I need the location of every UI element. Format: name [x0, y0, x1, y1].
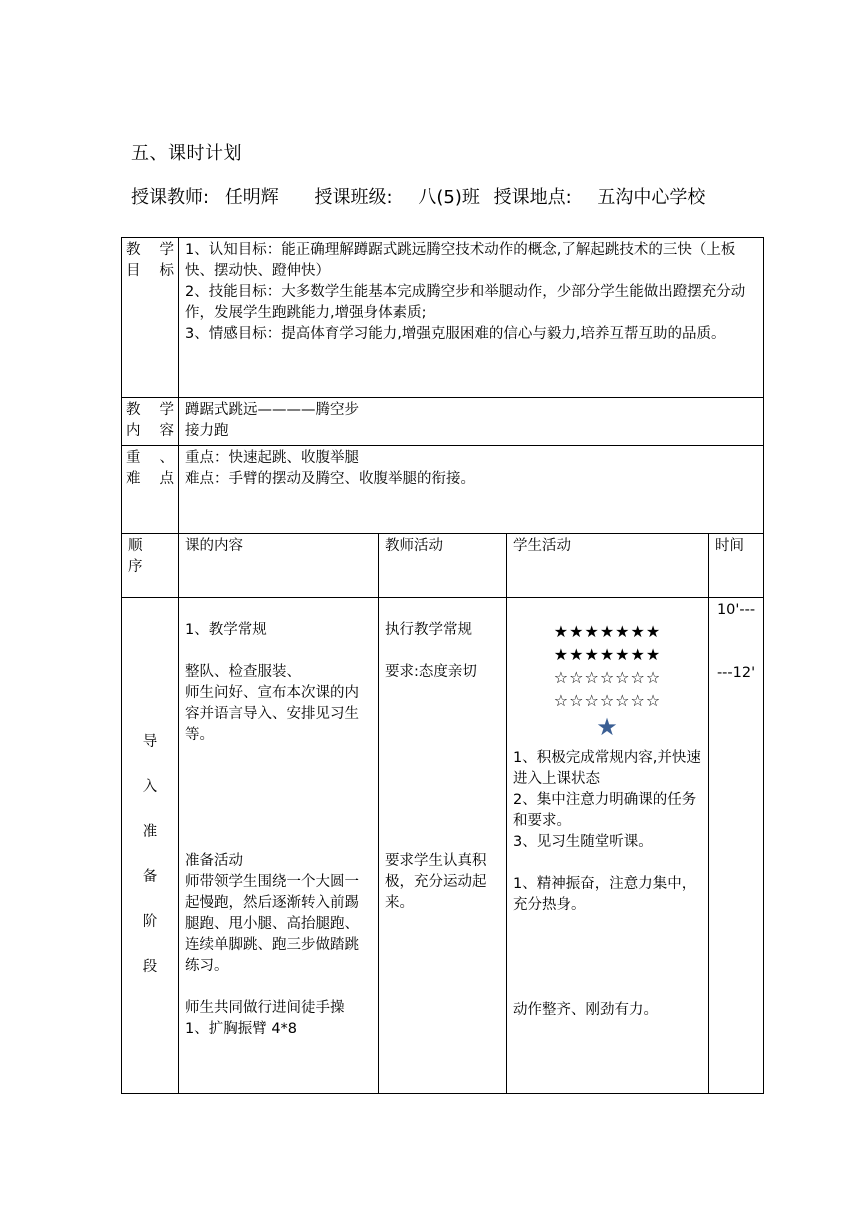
warmup-text: 师带领学生围绕一个大圆一起慢跑，然后逐渐转入前踢腿跑、甩小腿、高抬腿跑、连续单脚跳、跑三步做踏跳练习。 [185, 874, 359, 974]
student-task-3: 3、见习生随堂听课。 [513, 834, 653, 850]
student-task-1: 1、积极完成常规内容,并快速进入上课状态 [513, 750, 701, 787]
teacher-label: 授课教师: [131, 187, 210, 208]
header-content: 课的内容 [179, 534, 379, 598]
content-text: 蹲踞式跳远————腾空步 接力跑 [179, 398, 764, 446]
student-warmup: 1、精神振奋，注意力集中，充分热身。 [513, 876, 697, 913]
place-name: 五沟中心学校 [597, 187, 706, 208]
student-row-4: ☆☆☆☆☆☆☆ [553, 691, 662, 710]
goal-cognitive: 1、认知目标：能正确理解蹲踞式跳远腾空技术动作的概念,了解起跳技术的三快（上板快、摆动快、蹬伸快） [185, 242, 736, 279]
class-name: 八(5)班 [418, 187, 480, 208]
header-student: 学生活动 [507, 534, 709, 598]
lesson-plan-table [121, 237, 764, 1094]
goal-skill: 2、技能目标：大多数学生能基本完成腾空步和举腿动作，少部分学生能做出蹬摆充分动作，发展学生跑跳能力,增强身体素质; [185, 284, 746, 321]
difficult-point: 难点：手臂的摆动及腾空、收腹举腿的衔接。 [185, 471, 475, 487]
goal-affective: 3、情感目标：提高体育学习能力,增强克服困难的信心与毅力,培养互帮互助的品质。 [185, 326, 726, 342]
teacher-routine: 执行教学常规 [385, 622, 472, 638]
focus-row [122, 446, 764, 534]
formation-diagram [513, 620, 702, 742]
focus-label: 重 、 难点 [122, 446, 179, 534]
content-row [122, 398, 764, 446]
stage-label: 导 入 准 备 阶 段 [122, 598, 179, 1094]
routine-text-2: 师生问好、宣布本次课的内容并语言导入、安排见习生等。 [185, 685, 359, 743]
section-heading: 五、课时计划 [131, 143, 242, 164]
time-end: ---12' [716, 665, 756, 681]
warmup-title: 准备活动 [185, 853, 243, 869]
goals-row [122, 238, 764, 398]
time-cell [709, 598, 764, 1094]
focus-text [179, 446, 764, 534]
place-label: 授课地点: [493, 187, 572, 208]
class-label: 授课班级: [314, 187, 393, 208]
goals-label: 教 学 目标 [122, 238, 179, 398]
exercise-title: 师生共同做行进间徒手操 [185, 1000, 345, 1016]
teacher-activity-cell [379, 598, 507, 1094]
student-task-2: 2、集中注意力明确课的任务和要求。 [513, 792, 697, 829]
header-time: 时间 [709, 534, 764, 598]
intro-stage-row [122, 598, 764, 1094]
student-exercise: 动作整齐、刚劲有力。 [513, 1002, 658, 1018]
student-row-1: ★★★★★★★ [553, 622, 662, 641]
routine-text-1: 整队、检查服装、 [185, 664, 301, 680]
teacher-attitude: 要求:态度亲切 [385, 664, 477, 680]
lesson-content-cell [179, 598, 379, 1094]
goals-content [179, 238, 764, 398]
lesson-info-line [131, 183, 705, 209]
student-row-3: ☆☆☆☆☆☆☆ [553, 668, 662, 687]
student-activity-cell [507, 598, 709, 1094]
key-point: 重点：快速起跳、收腹举腿 [185, 450, 359, 466]
time-start: 10'--- [716, 602, 756, 618]
student-row-2: ★★★★★★★ [553, 645, 662, 664]
teacher-name: 任明辉 [224, 187, 279, 208]
routine-title: 1、教学常规 [185, 622, 267, 638]
teacher-warmup-requirement: 要求学生认真积极，充分运动起来。 [385, 853, 487, 911]
column-header-row [122, 534, 764, 598]
header-order: 顺 序 [122, 534, 179, 598]
content-label: 教 学 内容 [122, 398, 179, 446]
header-teacher: 教师活动 [379, 534, 507, 598]
exercise-item-1: 1、扩胸振臂 4*8 [185, 1021, 298, 1037]
teacher-star-icon: ★ [596, 713, 619, 741]
